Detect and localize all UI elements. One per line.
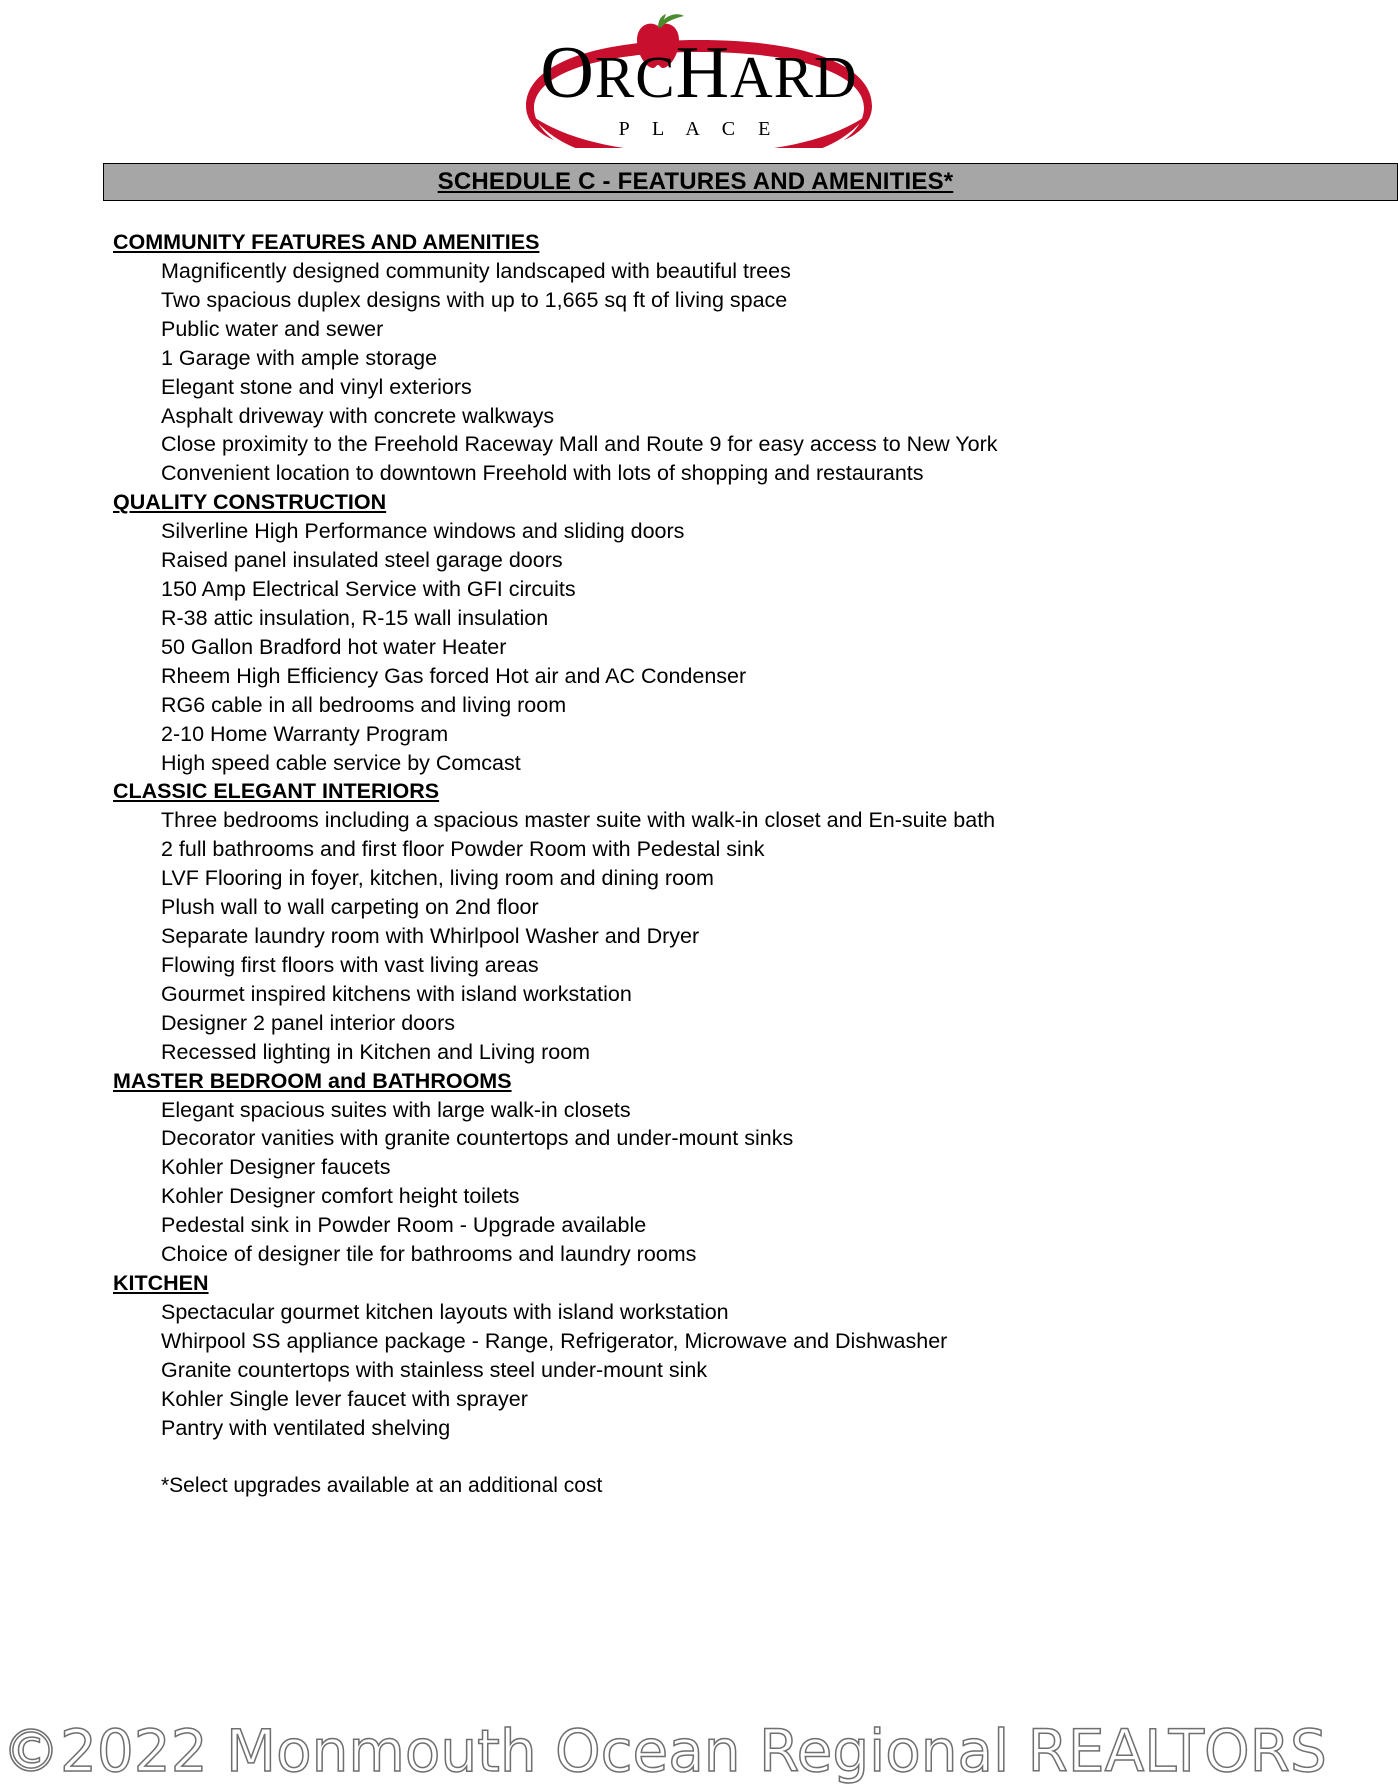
list-item: Three bedrooms including a spacious master suite with walk-in closet and En-suite bath [161, 808, 996, 833]
list-item: High speed cable service by Comcast [161, 750, 521, 775]
list-item: Spectacular gourmet kitchen layouts with island workstation [161, 1300, 729, 1324]
list-item: Close proximity to the Freehold Raceway Mall and Route 9 for easy access to New York [161, 432, 998, 457]
logo-wordmark: ORCHARD [540, 32, 858, 114]
list-item: Recessed lighting in Kitchen and Living room [161, 1039, 591, 1064]
section-kitchen [113, 1269, 1313, 1443]
list-item: Elegant spacious suites with large walk-in closets [161, 1097, 631, 1122]
feature-list [113, 257, 1313, 488]
list-item: Pantry with ventilated shelving [161, 1415, 451, 1440]
section-master-bedroom-bathrooms [113, 1067, 1313, 1269]
list-item: Raised panel insulated steel garage doors [161, 548, 563, 573]
document-title-bar [103, 163, 1398, 201]
feature-list [113, 806, 1313, 1066]
list-item: Plush wall to wall carpeting on 2nd floor [161, 895, 539, 920]
list-item: Pedestal sink in Powder Room - Upgrade available [161, 1213, 647, 1238]
list-item: Decorator vanities with granite countertops and under-mount sinks [161, 1126, 794, 1151]
list-item: 2 full bathrooms and first floor Powder Room with Pedestal sink [161, 837, 765, 862]
list-item: Two spacious duplex designs with up to 1,665 sq ft of living space [161, 287, 788, 312]
list-item: 2-10 Home Warranty Program [161, 721, 449, 746]
list-item: LVF Flooring in foyer, kitchen, living room and dining room [161, 866, 714, 891]
list-item: Rheem High Efficiency Gas forced Hot air and AC Condenser [161, 663, 747, 688]
feature-list [113, 517, 1313, 777]
list-item: Granite countertops with stainless steel under-mount sink [161, 1357, 708, 1382]
section-heading: COMMUNITY FEATURES AND AMENITIES [113, 230, 540, 254]
list-item: 150 Amp Electrical Service with GFI circuits [161, 577, 576, 602]
logo-subtitle: P L A C E [618, 118, 780, 140]
list-item: Public water and sewer [161, 316, 384, 341]
list-item: Asphalt driveway with concrete walkways [161, 403, 555, 428]
copyright-watermark: ©2022 Monmouth Ocean Regional REALTORS [2, 1717, 1327, 1785]
list-item: Convenient location to downtown Freehold with lots of shopping and restaurants [161, 461, 924, 486]
section-classic-elegant-interiors [113, 777, 1313, 1066]
feature-list [113, 1298, 1313, 1443]
list-item: Flowing first floors with vast living areas [161, 952, 539, 977]
list-item: RG6 cable in all bedrooms and living room [161, 692, 567, 717]
list-item: Silverline High Performance windows and sliding doors [161, 519, 685, 544]
section-heading: QUALITY CONSTRUCTION [113, 490, 387, 515]
list-item: 1 Garage with ample storage [161, 345, 438, 370]
list-item: 50 Gallon Bradford hot water Heater [161, 634, 507, 659]
list-item: Whirpool SS appliance package - Range, Refrigerator, Microwave and Dishwasher [161, 1328, 948, 1353]
list-item: Magnificently designed community landscaped with beautiful trees [161, 259, 791, 283]
section-quality-construction [113, 488, 1313, 777]
list-item: Kohler Designer comfort height toilets [161, 1184, 520, 1209]
brand-logo [0, 8, 1398, 153]
document-body [113, 228, 1313, 1500]
footnote: *Select upgrades available at an additional cost [161, 1473, 603, 1497]
list-item: Kohler Designer faucets [161, 1155, 391, 1180]
section-heading: MASTER BEDROOM and BATHROOMS [113, 1068, 512, 1093]
section-community-features [113, 228, 1313, 488]
list-item: R-38 attic insulation, R-15 wall insulation [161, 605, 549, 630]
list-item: Choice of designer tile for bathrooms and laundry rooms [161, 1242, 697, 1267]
list-item: Designer 2 panel interior doors [161, 1010, 455, 1035]
list-item: Gourmet inspired kitchens with island workstation [161, 981, 632, 1006]
list-item: Kohler Single lever faucet with sprayer [161, 1386, 528, 1411]
feature-list [113, 1096, 1313, 1269]
page-title: SCHEDULE C - FEATURES AND AMENITIES* [437, 168, 954, 195]
section-heading: KITCHEN [113, 1271, 209, 1295]
list-item: Separate laundry room with Whirlpool Washer and Dryer [161, 924, 700, 949]
section-heading: CLASSIC ELEGANT INTERIORS [113, 779, 440, 804]
list-item: Elegant stone and vinyl exteriors [161, 374, 472, 399]
